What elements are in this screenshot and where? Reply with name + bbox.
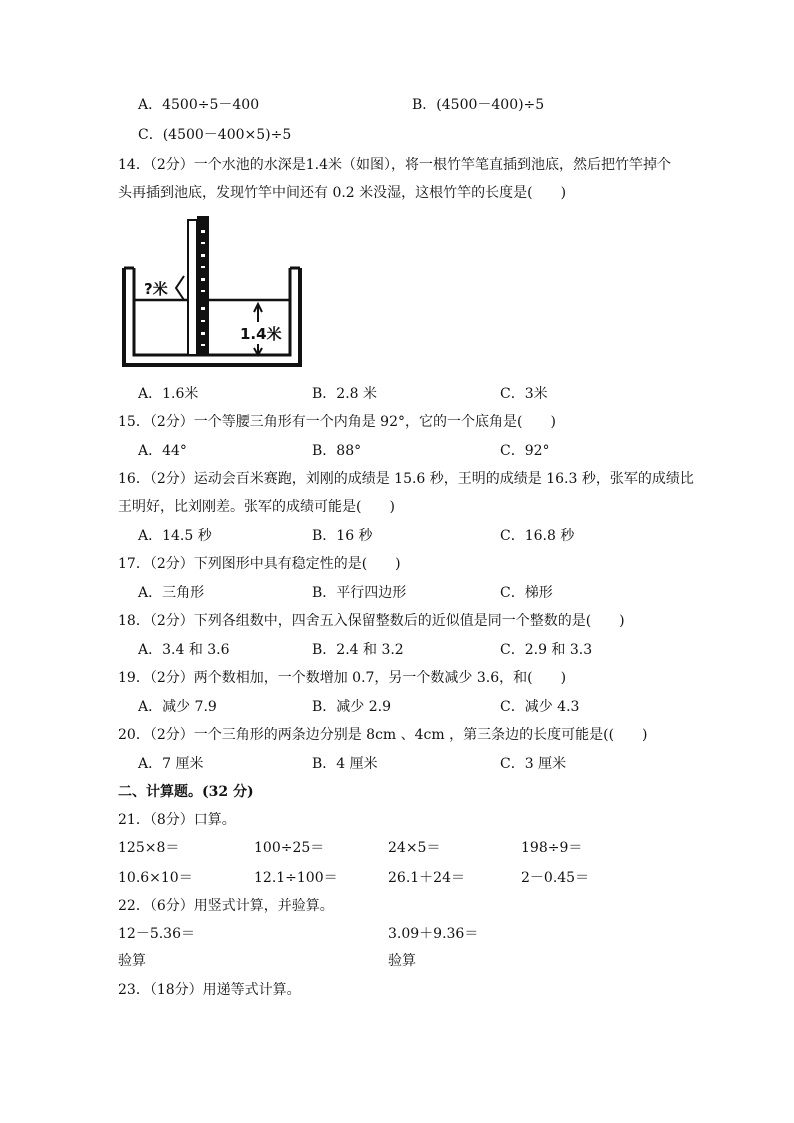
q15-option-a: A．44° — [138, 443, 187, 459]
q14-option-c: C．3米 — [500, 386, 548, 402]
q22-stem: 22．（6分）用竖式计算，并验算。 — [118, 898, 334, 914]
q16-stem-line1: 16．（2分）运动会百米赛跑，刘刚的成绩是 15.6 秒，王明的成绩是 16.3 秒，张军的成绩比 — [118, 471, 694, 487]
q17-option-c: C．梯形 — [500, 585, 553, 601]
q14-stem-line1: 14．（2分）一个水池的水深是1.4米（如图），将一根竹竿笔直插到池底，然后把竹竿掉个 — [118, 157, 671, 173]
q16-stem-line2: 王明好，比刘刚差。张军的成绩可能是( ) — [118, 499, 395, 515]
q16-option-c: C．16.8 秒 — [500, 528, 575, 544]
bamboo-pole-left — [188, 220, 197, 355]
section-2-title: 二、计算题。(32 分) — [118, 784, 254, 800]
q21-stem: 21．（8分）口算。 — [118, 812, 236, 828]
q16-option-b: B．16 秒 — [312, 528, 373, 544]
q23-stem: 23．（18分）用递等式计算。 — [118, 982, 301, 998]
q15-option-b: B．88° — [312, 443, 362, 459]
q17-option-b: B．平行四边形 — [312, 585, 407, 601]
q18-option-c: C．2.9 和 3.3 — [500, 642, 593, 658]
q18-option-b: B．2.4 和 3.2 — [312, 642, 404, 658]
q19-option-b: B．减少 2.9 — [312, 699, 392, 715]
q13-option-b: B．(4500－400)÷5 — [412, 97, 545, 113]
q17-option-a: A．三角形 — [138, 585, 205, 601]
q21-expr: 100÷25＝ — [254, 840, 325, 856]
q21-expr: 26.1＋24＝ — [388, 870, 465, 886]
q15-stem: 15．（2分）一个等腰三角形有一个内角是 92°，它的一个底角是( ) — [118, 414, 556, 430]
q13-option-a: A．4500÷5－400 — [138, 97, 260, 113]
q17-stem: 17．（2分）下列图形中具有稳定性的是( ) — [118, 556, 401, 572]
q18-stem: 18．（2分）下列各组数中，四舍五入保留整数后的近似值是同一个整数的是( ) — [118, 613, 625, 629]
q14-stem-line2: 头再插到池底，发现竹竿中间还有 0.2 米没湿，这根竹竿的长度是( ) — [118, 185, 567, 201]
q21-expr: 24×5＝ — [388, 840, 441, 856]
q22-expr-a: 12－5.36＝ — [118, 926, 195, 942]
q21-expr: 198÷9＝ — [521, 840, 583, 856]
q19-stem: 19．（2分）两个数相加，一个数增加 0.7，另一个数减少 3.6，和( ) — [118, 670, 567, 686]
depth-label: 1.4米 — [240, 325, 282, 343]
q16-option-a: A．14.5 秒 — [138, 528, 212, 544]
unknown-bracket — [176, 276, 184, 300]
unknown-length-label: ?米 — [144, 280, 168, 298]
q22-check-b: 验算 — [388, 953, 416, 969]
q22-expr-b: 3.09＋9.36＝ — [388, 926, 479, 942]
q14-option-b: B．2.8 米 — [312, 386, 378, 402]
q20-stem: 20．（2分）一个三角形的两条边分别是 8cm 、4cm ，第三条边的长度可能是(( ) — [118, 727, 648, 743]
q19-option-c: C．减少 4.3 — [500, 699, 580, 715]
q20-option-c: C．3 厘米 — [500, 756, 567, 772]
q21-expr: 10.6×10＝ — [118, 870, 193, 886]
q20-option-b: B．4 厘米 — [312, 756, 378, 772]
q20-option-a: A．7 厘米 — [138, 756, 204, 772]
q15-option-c: C．92° — [500, 443, 550, 459]
q21-expr: 2－0.45＝ — [521, 870, 590, 886]
q21-expr: 12.1÷100＝ — [254, 870, 338, 886]
q18-option-a: A．3.4 和 3.6 — [138, 642, 230, 658]
pool-figure — [118, 212, 308, 372]
q21-expr: 125×8＝ — [118, 840, 180, 856]
q14-option-a: A．1.6米 — [138, 386, 199, 402]
q22-check-a: 验算 — [118, 953, 146, 969]
q13-option-c: C．(4500－400×5)÷5 — [138, 127, 292, 143]
q19-option-a: A．减少 7.9 — [138, 699, 217, 715]
